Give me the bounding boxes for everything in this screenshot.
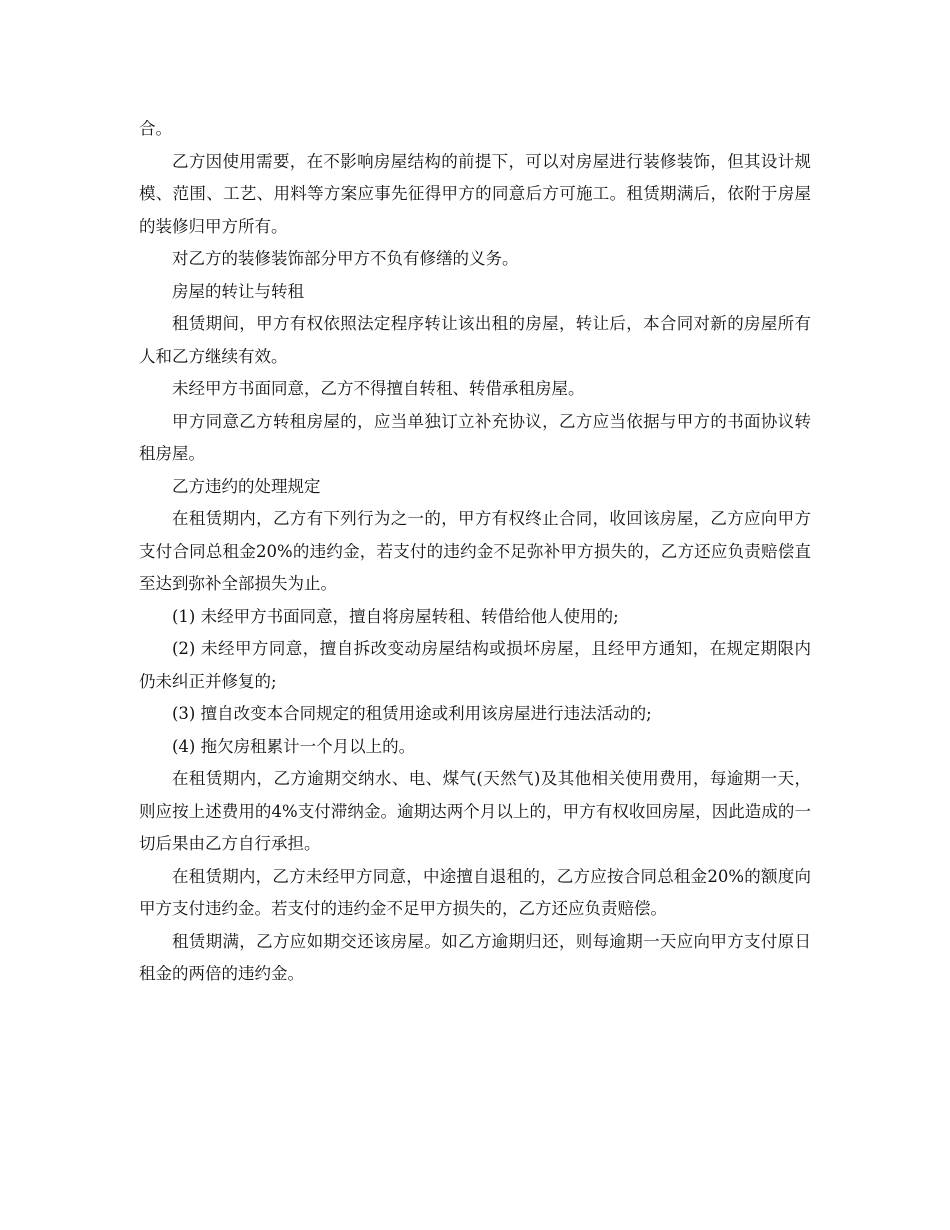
- paragraph-lease-expiry: 租赁期满，乙方应如期交还该房屋。如乙方逾期归还，则每逾期一天应向甲方支付原日租金的两倍的违约金。: [139, 931, 811, 983]
- paragraph-breach-termination: 在租赁期内，乙方有下列行为之一的，甲方有权终止合同，收回该房屋，乙方应向甲方支付合同总租金20%的违约金，若支付的违约金不足弥补甲方损失的，乙方还应负责赔偿直至达到弥补全部损失为止。: [139, 509, 811, 593]
- paragraph-late-utility-fees: 在租赁期内，乙方逾期交纳水、电、煤气(天然气)及其他相关使用费用，每逾期一天，则应按上述费用的4%支付滞纳金。逾期达两个月以上的，甲方有权收回房屋，因此造成的一切后果由乙方自行承担。: [139, 769, 811, 853]
- paragraph-sublease-agreement: 甲方同意乙方转租房屋的，应当单独订立补充协议，乙方应当依据与甲方的书面协议转租房屋。: [139, 411, 811, 463]
- document-body: [139, 113, 811, 991]
- paragraph-transfer-clause: 租赁期间，甲方有权依照法定程序转让该出租的房屋，转让后，本合同对新的房屋所有人和乙方继续有效。: [139, 314, 811, 366]
- paragraph-sublease-prohibition: 未经甲方书面同意，乙方不得擅自转租、转借承租房屋。: [172, 379, 585, 398]
- list-item-breach-2: (2) 未经甲方同意，擅自拆改变动房屋结构或损坏房屋，且经甲方通知，在规定期限内仍未纠正并修复的;: [139, 639, 811, 691]
- list-item-breach-1: (1) 未经甲方书面同意，擅自将房屋转租、转借给他人使用的;: [172, 606, 619, 626]
- paragraph-repair-clause: 对乙方的装修装饰部分甲方不负有修缮的义务。: [172, 249, 519, 268]
- paragraph-decoration-clause: 乙方因使用需要，在不影响房屋结构的前提下，可以对房屋进行装修装饰，但其设计规模、范围、工艺、用料等方案应事先征得甲方的同意后方可施工。租赁期满后，依附于房屋的装修归甲方所有。: [139, 151, 811, 236]
- list-item-breach-4: (4) 拖欠房租累计一个月以上的。: [172, 736, 416, 756]
- paragraph-continuation: 合。: [139, 119, 172, 138]
- section-heading-transfer: 房屋的转让与转租: [172, 281, 304, 301]
- section-heading-breach: 乙方违约的处理规定: [172, 476, 321, 496]
- paragraph-early-termination: 在租赁期内，乙方未经甲方同意，中途擅自退租的，乙方应按合同总租金20%的额度向甲方支付违约金。若支付的违约金不足甲方损失的，乙方还应负责赔偿。: [139, 866, 811, 918]
- list-item-breach-3: (3) 擅自改变本合同规定的租赁用途或利用该房屋进行违法活动的;: [172, 704, 652, 723]
